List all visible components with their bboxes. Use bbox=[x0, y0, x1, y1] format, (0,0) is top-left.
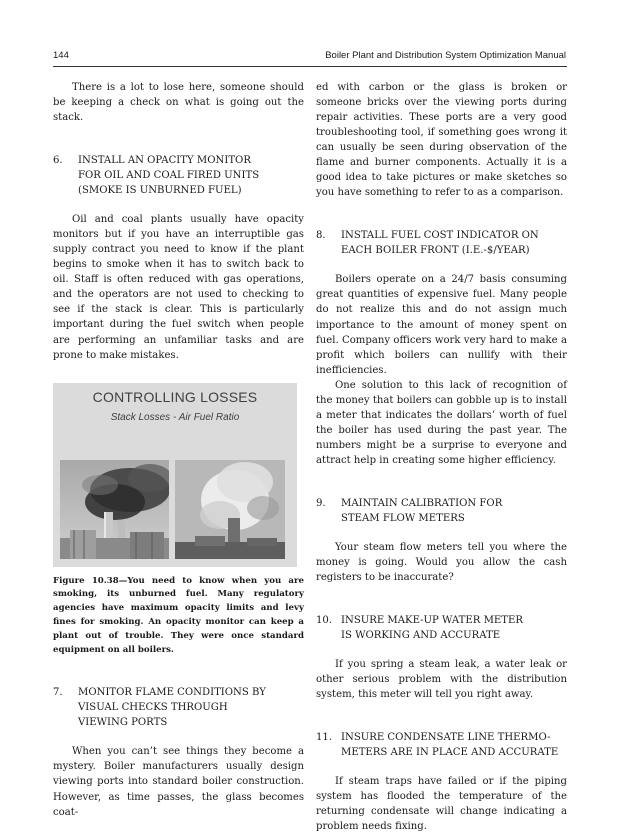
figure-10-38 bbox=[53, 383, 297, 567]
heading-line: VIEWING PORTS bbox=[78, 717, 168, 729]
heading-number: 8. bbox=[316, 230, 326, 242]
heading-line: INSTALL FUEL COST INDICATOR ON bbox=[341, 230, 539, 242]
heading-line: MAINTAIN CALIBRATION FOR bbox=[341, 497, 503, 509]
heading-number: 10. bbox=[316, 615, 333, 627]
left-column bbox=[53, 80, 304, 820]
section-11-body: If steam traps have failed or if the piping system has flooded the temperature of the returning condensate will change indicating a problem needs fixing. bbox=[316, 776, 567, 833]
running-title: Boiler Plant and Distribution System Optimization Manual bbox=[325, 50, 566, 61]
heading-line: STEAM FLOW METERS bbox=[341, 512, 465, 524]
header-rule bbox=[53, 66, 567, 67]
heading-line: METERS ARE IN PLACE AND ACCURATE bbox=[341, 747, 559, 759]
heading-number: 9. bbox=[316, 497, 326, 509]
heading-number: 6. bbox=[53, 155, 63, 167]
continued-paragraph: ed with carbon or the glass is broken or someone bricks over the viewing ports during repair activities. These ports are a very good troubleshooting tool, if something goes wrong it can usually be seen during observation of the flame and burner components. Actually it is a good idea to take pictures or make sketches so you have something to refer to as a comparison. bbox=[316, 82, 567, 199]
heading-line: MONITOR FLAME CONDITIONS BY bbox=[78, 687, 266, 699]
heading-line: INSURE MAKE-UP WATER METER bbox=[341, 615, 523, 627]
heading-line: EACH BOILER FRONT (I.E.-$/YEAR) bbox=[341, 245, 530, 257]
heading-number: 11. bbox=[316, 732, 333, 744]
heading-line: INSTALL AN OPACITY MONITOR bbox=[78, 155, 251, 167]
heading-8 bbox=[316, 228, 567, 258]
section-7-body: When you can’t see things they become a mystery. Boiler manufacturers usually design viewing ports into standard boiler construction. However, as time passes, the glass becomes coat- bbox=[53, 746, 304, 818]
right-column bbox=[316, 80, 567, 834]
figure-caption: Figure 10.38—You need to know when you are smoking, its unburned fuel. Many regulatory agencies have maximum opacity limits and levy fines for smoking. An opacity monitor can keep a plant out of trouble. They were once standard equipment on all boilers. bbox=[53, 575, 304, 655]
section-6-body: Oil and coal plants usually have opacity monitors but if you have an interruptible gas supply contract you need to know if the plant begins to smoke when it has to switch back to oil. Staff is often reduced with gas operations, and the operators are not used to checking to see if the stack is clear. This is particularly important during the fuel switch when people are performing an unfamiliar tasks and are prone to make mistakes. bbox=[53, 214, 304, 361]
figure-title: CONTROLLING LOSSES bbox=[92, 388, 258, 405]
stack-smoke-photo bbox=[175, 460, 285, 559]
heading-number: 7. bbox=[53, 687, 63, 699]
figure-subtitle: Stack Losses - Air Fuel Ratio bbox=[110, 411, 240, 423]
heading-10 bbox=[316, 613, 567, 643]
heading-9 bbox=[316, 496, 567, 526]
heading-line: VISUAL CHECKS THROUGH bbox=[78, 702, 228, 714]
heading-11 bbox=[316, 730, 567, 760]
section-9-body: Your steam flow meters tell you where the money is going. Would you allow the cash registers to be inaccurate? bbox=[316, 541, 567, 584]
page-number: 144 bbox=[53, 50, 69, 61]
section-8-body-1: Boilers operate on a 24/7 basis consuming great quantities of expensive fuel. Many people do not realize this and do not assign much importance to the amount of money spent on fuel. Company officers work very hard to make a profit which boilers can nullify with their inefficiencies. bbox=[316, 274, 567, 376]
heading-6 bbox=[53, 153, 304, 198]
page-header bbox=[53, 50, 566, 64]
heading-line: FOR OIL AND COAL FIRED UNITS bbox=[78, 170, 260, 182]
section-8-body-2: One solution to this lack of recognition of the money that boilers can gobble up is to install a meter that indicates the dollars’ worth of fuel the boiler has used during the past year. The numbers might be a surprise to everyone and attract help in creating some higher efficiency. bbox=[316, 379, 567, 466]
heading-line: IS WORKING AND ACCURATE bbox=[341, 630, 501, 642]
intro-paragraph: There is a lot to lose here, someone should be keeping a check on what is going out the stack. bbox=[53, 82, 304, 124]
section-10-body: If you spring a steam leak, a water leak or other serious problem with the distribution system, this meter will tell you right away. bbox=[316, 659, 567, 701]
heading-7 bbox=[53, 685, 304, 730]
heading-line: (SMOKE IS UNBURNED FUEL) bbox=[78, 185, 242, 197]
heading-line: INSURE CONDENSATE LINE THERMO- bbox=[341, 732, 551, 744]
smokestack-photo bbox=[60, 460, 169, 559]
